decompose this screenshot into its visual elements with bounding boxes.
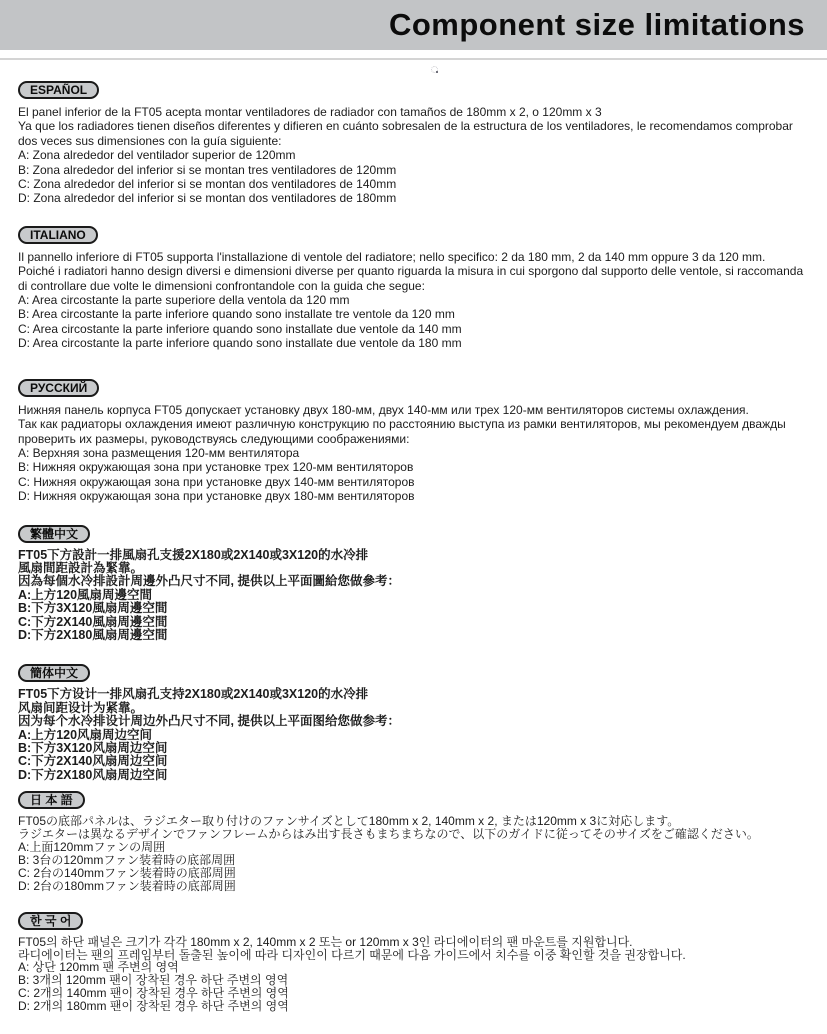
language-badge-label: 日 本 語 <box>30 793 73 808</box>
section-traditional-chinese-text <box>18 549 811 643</box>
language-badge-label: 簡体中文 <box>30 666 79 681</box>
text-line: B: 3台の120mmファン装着時の底部周囲 <box>18 852 236 867</box>
text-line: di controllare due volte le dimensioni confrontandole con la guida che segue: <box>18 278 425 293</box>
text-line: B:下方3X120风扇周边空间 <box>18 741 168 755</box>
text-line: B: Area circostante la parte inferiore quando sono installate tre ventole da 120 mm <box>18 307 455 322</box>
text-line: B: 3개의 120mm 팬이 장착된 경우 하단 주변의 영역 <box>18 973 289 988</box>
manual-content <box>0 60 827 1013</box>
language-badge-traditional-chinese <box>18 525 90 543</box>
section-simplified-chinese-text <box>18 688 811 782</box>
section-korean <box>18 912 811 1013</box>
text-line: 风扇间距设计为紧靠。 <box>18 700 144 715</box>
text-line: Poiché i radiatori hanno design diversi e dimensioni diverse per quanto riguarda la misura in cui sporgono dal supporto delle ventole, si raccomanda <box>18 264 804 279</box>
artifact-dot <box>431 66 438 73</box>
section-espanol <box>18 81 811 206</box>
text-line: C: Нижняя окружающая зона при установке двух 140-мм вентиляторов <box>18 474 415 489</box>
language-badge-japanese <box>18 791 85 809</box>
text-line: Так как радиаторы охлаждения имеют различную конструкцию по расстоянию выступа из рамки вентиляторов, мы рекомендуем дважды <box>18 417 786 432</box>
text-line: El panel inferior de la FT05 acepta montar ventiladores de radiador con tamaños de 180mm x 2, o 120mm x 3 <box>18 105 602 119</box>
text-line: B: Нижняя окружающая зона при установке трех 120-мм вентиляторов <box>18 460 414 475</box>
section-espanol-text <box>18 105 811 206</box>
text-line: A: 상단 120mm 팬 주변의 영역 <box>18 960 179 975</box>
language-badge-italiano <box>18 226 98 244</box>
text-line: dos veces sus dimensiones con la guía siguiente: <box>18 133 282 148</box>
section-italiano <box>18 226 811 351</box>
text-line: C:下方2X140风扇周边空间 <box>18 754 168 769</box>
language-badge-label: 한 국 어 <box>30 913 72 928</box>
text-line: D:下方2X180风扇周边空间 <box>18 767 168 782</box>
text-line: 라디에이터는 팬의 프레임부터 돌출된 높이에 따라 디자인이 다르기 때문에 다음 가이드에서 치수를 이중 확인할 것을 권장합니다. <box>18 947 686 962</box>
text-line: FT05の底部パネルは、ラジエター取り付けのファンサイズとして180mm x 2, 140mm x 2, または120mm x 3に対応します。 <box>18 814 680 829</box>
text-line: C: Zona alrededor del inferior si se montan dos ventiladores de 140mm <box>18 177 397 192</box>
text-line: Нижняя панель корпуса FT05 допускает установку двух 180-мм, двух 140-мм или трех 120-мм вентиляторов системы охлаждения. <box>18 402 749 417</box>
text-line: C: 2台の140mmファン装着時の底部周囲 <box>18 865 236 880</box>
text-line: D: Area circostante la parte inferiore quando sono installate due ventole da 180 mm <box>18 336 462 351</box>
text-line: B:下方3X120風扇周邊空間 <box>18 601 168 616</box>
text-line: D:下方2X180風扇周邊空間 <box>18 627 168 642</box>
language-badge-espanol <box>18 81 99 99</box>
language-badge-label: РУССКИЙ <box>30 380 88 395</box>
text-line: B: Zona alrededor del inferior si se montan tres ventiladores de 120mm <box>18 162 397 177</box>
text-line: C: Area circostante la parte inferiore quando sono installate due ventole da 140 mm <box>18 321 462 336</box>
section-japanese-text <box>18 815 811 892</box>
text-line: ラジエターは異なるデザインでファンフレームからはみ出す長さもまちまちなので、以下のガイドに従ってそのサイズをご確認ください。 <box>18 827 759 842</box>
section-korean-text <box>18 936 811 1013</box>
text-line: 風扇間距設計為緊靠。 <box>18 560 144 575</box>
section-russkiy-text <box>18 403 811 504</box>
text-line: A: Верхняя зона размещения 120-мм вентилятора <box>18 445 300 460</box>
text-line: Ya que los radiadores tienen diseños diferentes y difieren en cuánto sobresalen de la estructura de los ventiladores, le recomendamos comprobar <box>18 119 793 134</box>
text-line: A:上面120mmファンの周囲 <box>18 840 166 855</box>
text-line: FT05下方设计一排风扇孔支持2X180或2X140或3X120的水冷排 <box>18 687 369 702</box>
text-line: D: 2台の180mmファン装着時の底部周囲 <box>18 878 236 893</box>
text-line: FT05의 하단 패널은 크기가 각각 180mm x 2, 140mm x 2 또는 or 120mm x 3인 라디에이터의 팬 마운트를 지원합니다. <box>18 934 633 949</box>
text-line: A: Zona alrededor del ventilador superior de 120mm <box>18 148 296 163</box>
text-line: D: Zona alrededor del inferior si se montan dos ventiladores de 180mm <box>18 191 397 206</box>
text-line: 因为每个水冷排设计周边外凸尺寸不同, 提供以上平面图给您做参考： <box>18 714 400 729</box>
text-line: A: Area circostante la parte superiore della ventola da 120 mm <box>18 293 350 308</box>
language-badge-label: ESPAÑOL <box>30 83 88 97</box>
text-line: 因為每個水冷排設計周邊外凸尺寸不同, 提供以上平面圖給您做參考： <box>18 574 400 589</box>
page-title: Component size limitations <box>388 7 805 42</box>
language-badge-simplified-chinese <box>18 664 90 682</box>
text-line: FT05下方設計一排風扇孔支援2X180或2X140或3X120的水冷排 <box>18 547 369 562</box>
section-italiano-text <box>18 250 811 351</box>
language-badge-korean <box>18 912 83 930</box>
section-traditional-chinese <box>18 525 811 643</box>
text-line: A:上方120風扇周邊空間 <box>18 587 153 602</box>
language-badge-label: 繁體中文 <box>30 526 79 541</box>
language-badge-label: ITALIANO <box>30 227 86 242</box>
section-simplified-chinese <box>18 664 811 782</box>
page-header <box>0 0 827 50</box>
text-line: Il pannello inferiore di FT05 supporta l'installazione di ventole del radiatore; nello specifico: 2 da 180 mm, 2 da 140 mm oppure 3 da 120 mm. <box>18 249 766 264</box>
text-line: A:上方120风扇周边空间 <box>18 727 153 742</box>
language-badge-russkiy <box>18 379 99 397</box>
text-line: C: 2개의 140mm 팬이 장착된 경우 하단 주변의 영역 <box>18 986 289 1001</box>
text-line: C:下方2X140風扇周邊空間 <box>18 614 168 629</box>
text-line: D: 2개의 180mm 팬이 장착된 경우 하단 주변의 영역 <box>18 999 289 1014</box>
section-japanese <box>18 791 811 892</box>
text-line: проверить их размеры, руководствуясь следующими соображениями: <box>18 431 410 446</box>
text-line: D: Нижняя окружающая зона при установке двух 180-мм вентиляторов <box>18 489 415 504</box>
section-russkiy <box>18 379 811 504</box>
